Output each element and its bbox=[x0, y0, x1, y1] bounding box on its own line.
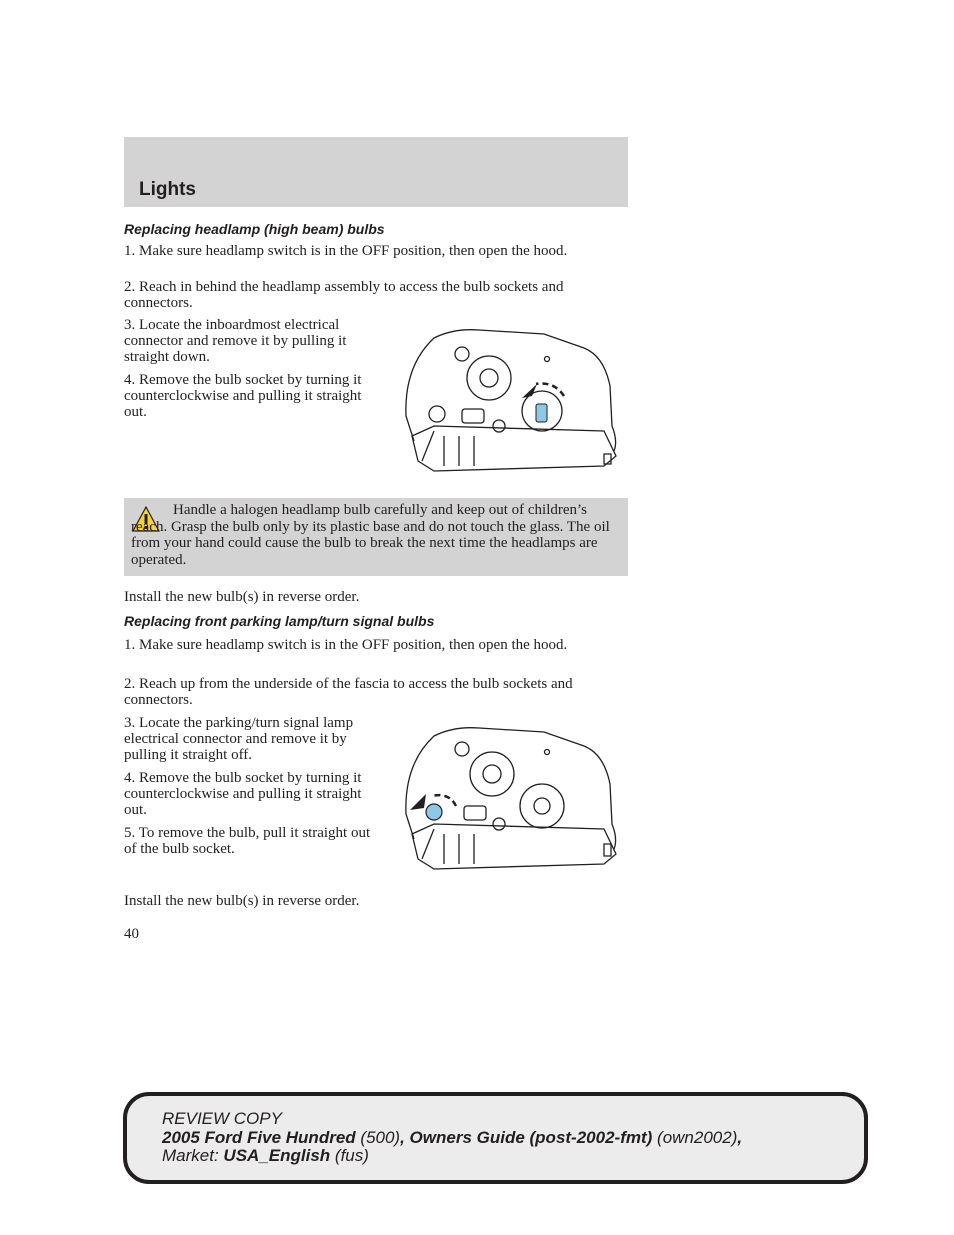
footer-market: USA_English bbox=[223, 1146, 331, 1165]
footer-guide: , Owners Guide (post-2002-fmt) bbox=[400, 1127, 653, 1147]
page-number: 40 bbox=[124, 926, 139, 942]
footer-vehicle-code: (500) bbox=[360, 1127, 401, 1147]
footer-guide-code: (own2002) bbox=[657, 1127, 738, 1147]
high-beam-step-2: 2. Reach in behind the headlamp assembly to access the bulb sockets and connectors. bbox=[124, 279, 564, 311]
footer-review-copy: REVIEW COPY bbox=[162, 1109, 282, 1128]
footer-market-code: (fus) bbox=[334, 1146, 369, 1165]
headlamp-high-beam-illustration bbox=[404, 326, 620, 474]
high-beam-heading: Replacing headlamp (high beam) bulbs bbox=[124, 221, 385, 237]
high-beam-step-1: 1. Make sure headlamp switch is in the OFF position, then open the hood. bbox=[124, 243, 568, 259]
footer-market-label: Market: bbox=[162, 1146, 219, 1165]
parking-step-1: 1. Make sure headlamp switch is in the OFF position, then open the hood. bbox=[124, 637, 568, 653]
parking-step-2: 2. Reach up from the underside of the fascia to access the bulb sockets and connectors. bbox=[124, 676, 573, 708]
section-header-band bbox=[124, 137, 628, 207]
footer-text bbox=[162, 1110, 742, 1166]
high-beam-step-4: 4. Remove the bulb socket by turning it counterclockwise and pulling it straight out. bbox=[124, 372, 362, 420]
parking-step-5: 5. To remove the bulb, pull it straight out of the bulb socket. bbox=[124, 825, 371, 857]
footer-comma: , bbox=[737, 1127, 743, 1147]
section-title: Lights bbox=[139, 179, 196, 200]
high-beam-step-3: 3. Locate the inboardmost electrical connector and remove it by pulling it straight down. bbox=[124, 317, 347, 365]
footer-market-line bbox=[162, 1147, 742, 1166]
high-beam-install: Install the new bulb(s) in reverse order. bbox=[124, 589, 360, 605]
parking-step-4: 4. Remove the bulb socket by turning it counterclockwise and pulling it straight out. bbox=[124, 770, 362, 818]
warning-box bbox=[124, 498, 628, 576]
parking-install: Install the new bulb(s) in reverse order. bbox=[124, 893, 360, 909]
footer-guide-line bbox=[162, 1129, 742, 1148]
footer-vehicle: 2005 Ford Five Hundred bbox=[162, 1127, 356, 1147]
warning-text: Handle a halogen headlamp bulb carefully and keep out of children’s reach. Grasp the bulb only by its plastic base and do not touch the glass. The oil from your hand could cause the bulb to break the next time the headlamps are operated. bbox=[131, 502, 610, 568]
headlamp-parking-illustration bbox=[404, 724, 620, 872]
parking-step-3: 3. Locate the parking/turn signal lamp electrical connector and remove it by pulling it straight off. bbox=[124, 715, 354, 763]
parking-heading: Replacing front parking lamp/turn signal bulbs bbox=[124, 613, 435, 629]
review-copy-footer bbox=[123, 1092, 868, 1184]
